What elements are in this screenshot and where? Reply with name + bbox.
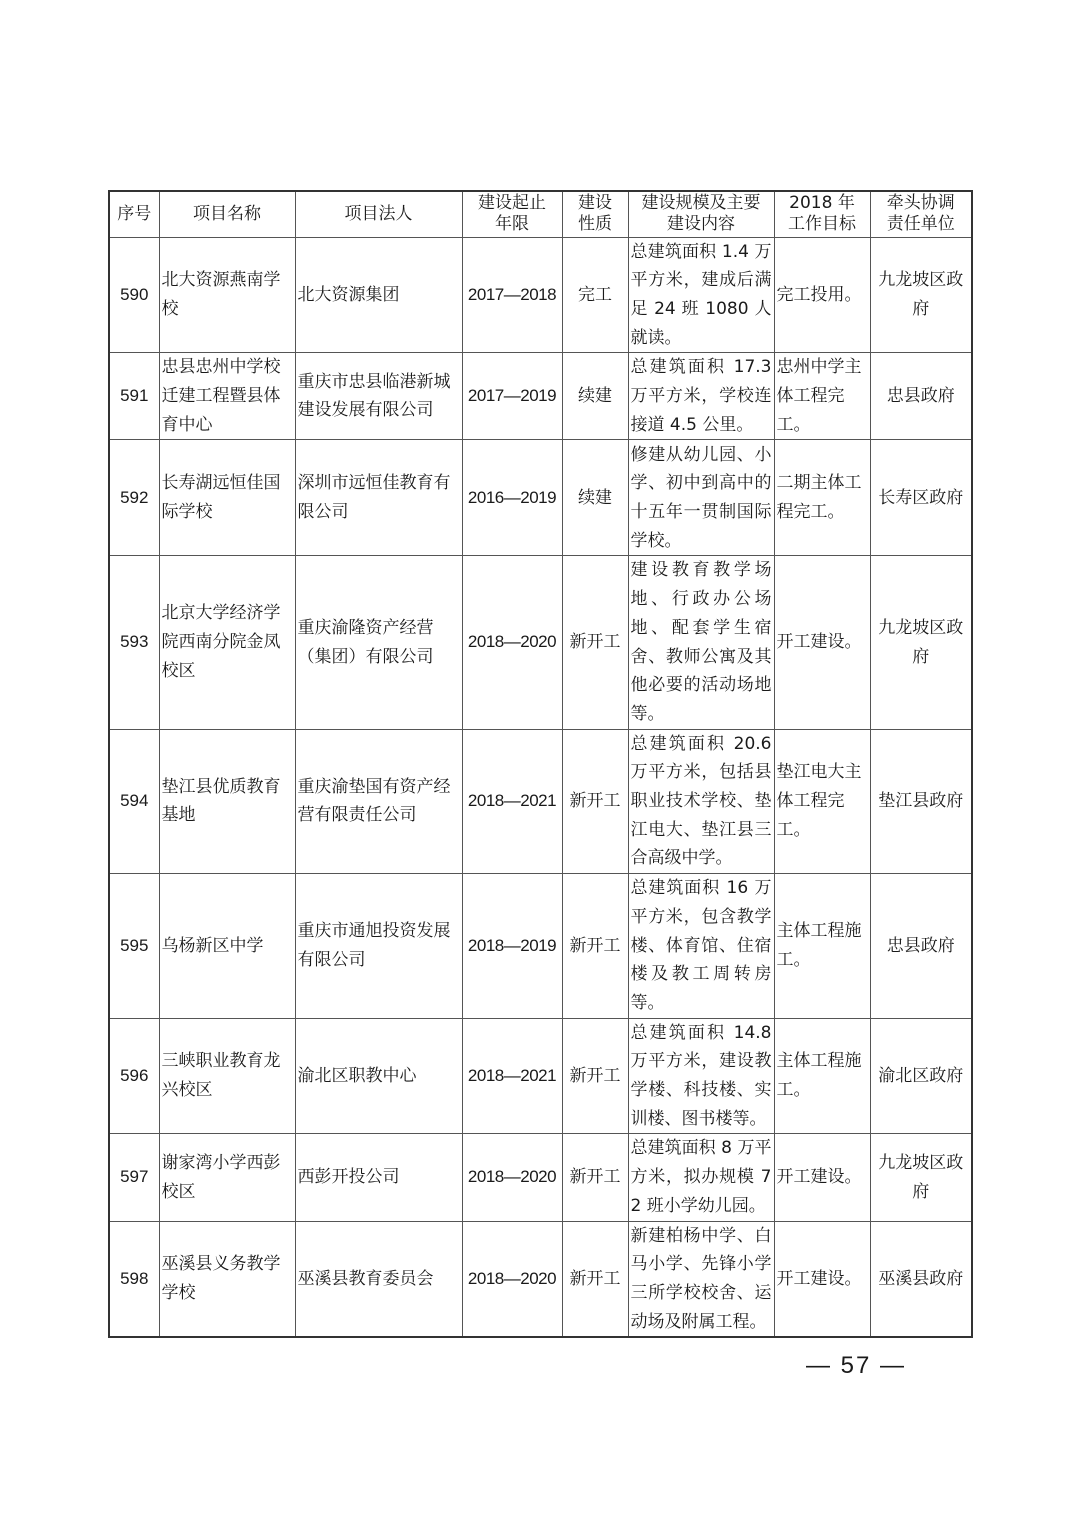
cell-no: 590 — [109, 237, 159, 353]
cell-unit: 渝北区政府 — [870, 1018, 972, 1134]
table-header-row — [109, 191, 972, 237]
cell-project-owner: 重庆市忠县临港新城建设发展有限公司 — [295, 353, 462, 440]
header-project-name: 项目名称 — [159, 191, 295, 237]
cell-period: 2018—2020 — [462, 1221, 562, 1337]
header-scope: 建设规模及主要 建设内容 — [628, 191, 774, 237]
cell-target: 二期主体工程完工。 — [774, 440, 870, 556]
cell-project-name: 北大资源燕南学校 — [159, 237, 295, 353]
cell-unit: 巫溪县政府 — [870, 1221, 972, 1337]
table-row — [109, 237, 972, 353]
cell-period: 2018—2020 — [462, 1134, 562, 1221]
cell-type: 续建 — [562, 440, 628, 556]
cell-scope: 总建筑面积 16 万平方米，包含教学楼、体育馆、住宿楼及教工周转房等。 — [628, 874, 774, 1019]
cell-scope: 修建从幼儿园、小学、初中到高中的十五年一贯制国际学校。 — [628, 440, 774, 556]
cell-period: 2017—2018 — [462, 237, 562, 353]
cell-scope: 建设教育教学场地、行政办公场地、配套学生宿舍、教师公寓及其他必要的活动场地等。 — [628, 556, 774, 729]
cell-project-name: 垫江县优质教育基地 — [159, 729, 295, 874]
cell-type: 完工 — [562, 237, 628, 353]
table-row — [109, 1221, 972, 1337]
cell-project-owner: 北大资源集团 — [295, 237, 462, 353]
cell-no: 594 — [109, 729, 159, 874]
cell-unit: 忠县政府 — [870, 353, 972, 440]
cell-type: 新开工 — [562, 729, 628, 874]
cell-project-owner: 深圳市远恒佳教育有限公司 — [295, 440, 462, 556]
cell-target: 开工建设。 — [774, 1134, 870, 1221]
cell-project-owner: 重庆渝垫国有资产经营有限责任公司 — [295, 729, 462, 874]
header-target: 2018 年 工作目标 — [774, 191, 870, 237]
cell-unit: 九龙坡区政府 — [870, 1134, 972, 1221]
cell-period: 2016—2019 — [462, 440, 562, 556]
cell-period: 2018—2021 — [462, 1018, 562, 1134]
table-row — [109, 440, 972, 556]
table-row — [109, 556, 972, 729]
cell-project-name: 谢家湾小学西彭校区 — [159, 1134, 295, 1221]
cell-scope: 总建筑面积 14.8 万平方米，建设教学楼、科技楼、实训楼、图书楼等。 — [628, 1018, 774, 1134]
header-project-owner: 项目法人 — [295, 191, 462, 237]
cell-no: 592 — [109, 440, 159, 556]
cell-scope: 总建筑面积 8 万平方米，拟办规模 72 班小学幼儿园。 — [628, 1134, 774, 1221]
cell-project-owner: 巫溪县教育委员会 — [295, 1221, 462, 1337]
cell-scope: 总建筑面积 17.3 万平方米，学校连接道 4.5 公里。 — [628, 353, 774, 440]
cell-no: 593 — [109, 556, 159, 729]
cell-unit: 九龙坡区政府 — [870, 556, 972, 729]
cell-unit: 垫江县政府 — [870, 729, 972, 874]
cell-project-owner: 西彭开投公司 — [295, 1134, 462, 1221]
header-no: 序号 — [109, 191, 159, 237]
project-table — [108, 190, 973, 1338]
table-row — [109, 729, 972, 874]
cell-scope: 新建柏杨中学、白马小学、先锋小学三所学校校舍、运动场及附属工程。 — [628, 1221, 774, 1337]
cell-unit: 长寿区政府 — [870, 440, 972, 556]
cell-type: 新开工 — [562, 556, 628, 729]
cell-target: 主体工程施工。 — [774, 874, 870, 1019]
cell-target: 完工投用。 — [774, 237, 870, 353]
cell-period: 2018—2019 — [462, 874, 562, 1019]
cell-unit: 九龙坡区政府 — [870, 237, 972, 353]
cell-period: 2017—2019 — [462, 353, 562, 440]
cell-period: 2018—2021 — [462, 729, 562, 874]
cell-type: 新开工 — [562, 1134, 628, 1221]
cell-type: 新开工 — [562, 1221, 628, 1337]
cell-period: 2018—2020 — [462, 556, 562, 729]
cell-no: 598 — [109, 1221, 159, 1337]
cell-project-name: 北京大学经济学院西南分院金凤校区 — [159, 556, 295, 729]
cell-no: 597 — [109, 1134, 159, 1221]
cell-project-name: 巫溪县义务教学学校 — [159, 1221, 295, 1337]
cell-target: 垫江电大主体工程完工。 — [774, 729, 870, 874]
cell-project-name: 忠县忠州中学校迁建工程暨县体育中心 — [159, 353, 295, 440]
cell-no: 595 — [109, 874, 159, 1019]
page-number: — 57 — — [806, 1352, 907, 1379]
cell-project-name: 乌杨新区中学 — [159, 874, 295, 1019]
table-row — [109, 353, 972, 440]
cell-unit: 忠县政府 — [870, 874, 972, 1019]
header-unit: 牵头协调 责任单位 — [870, 191, 972, 237]
cell-project-owner: 重庆渝隆资产经营（集团）有限公司 — [295, 556, 462, 729]
cell-project-owner: 渝北区职教中心 — [295, 1018, 462, 1134]
cell-type: 新开工 — [562, 874, 628, 1019]
cell-target: 主体工程施工。 — [774, 1018, 870, 1134]
table-row — [109, 874, 972, 1019]
header-type: 建设 性质 — [562, 191, 628, 237]
cell-scope: 总建筑面积 1.4 万平方米，建成后满足 24 班 1080 人就读。 — [628, 237, 774, 353]
cell-no: 596 — [109, 1018, 159, 1134]
table-row — [109, 1134, 972, 1221]
table-row — [109, 1018, 972, 1134]
cell-target: 开工建设。 — [774, 556, 870, 729]
cell-no: 591 — [109, 353, 159, 440]
cell-target: 忠州中学主体工程完工。 — [774, 353, 870, 440]
cell-project-name: 三峡职业教育龙兴校区 — [159, 1018, 295, 1134]
cell-project-name: 长寿湖远恒佳国际学校 — [159, 440, 295, 556]
cell-project-owner: 重庆市通旭投资发展有限公司 — [295, 874, 462, 1019]
cell-target: 开工建设。 — [774, 1221, 870, 1337]
cell-type: 新开工 — [562, 1018, 628, 1134]
header-period: 建设起止 年限 — [462, 191, 562, 237]
cell-scope: 总建筑面积 20.6 万平方米，包括县职业技术学校、垫江电大、垫江县三合高级中学。 — [628, 729, 774, 874]
cell-type: 续建 — [562, 353, 628, 440]
